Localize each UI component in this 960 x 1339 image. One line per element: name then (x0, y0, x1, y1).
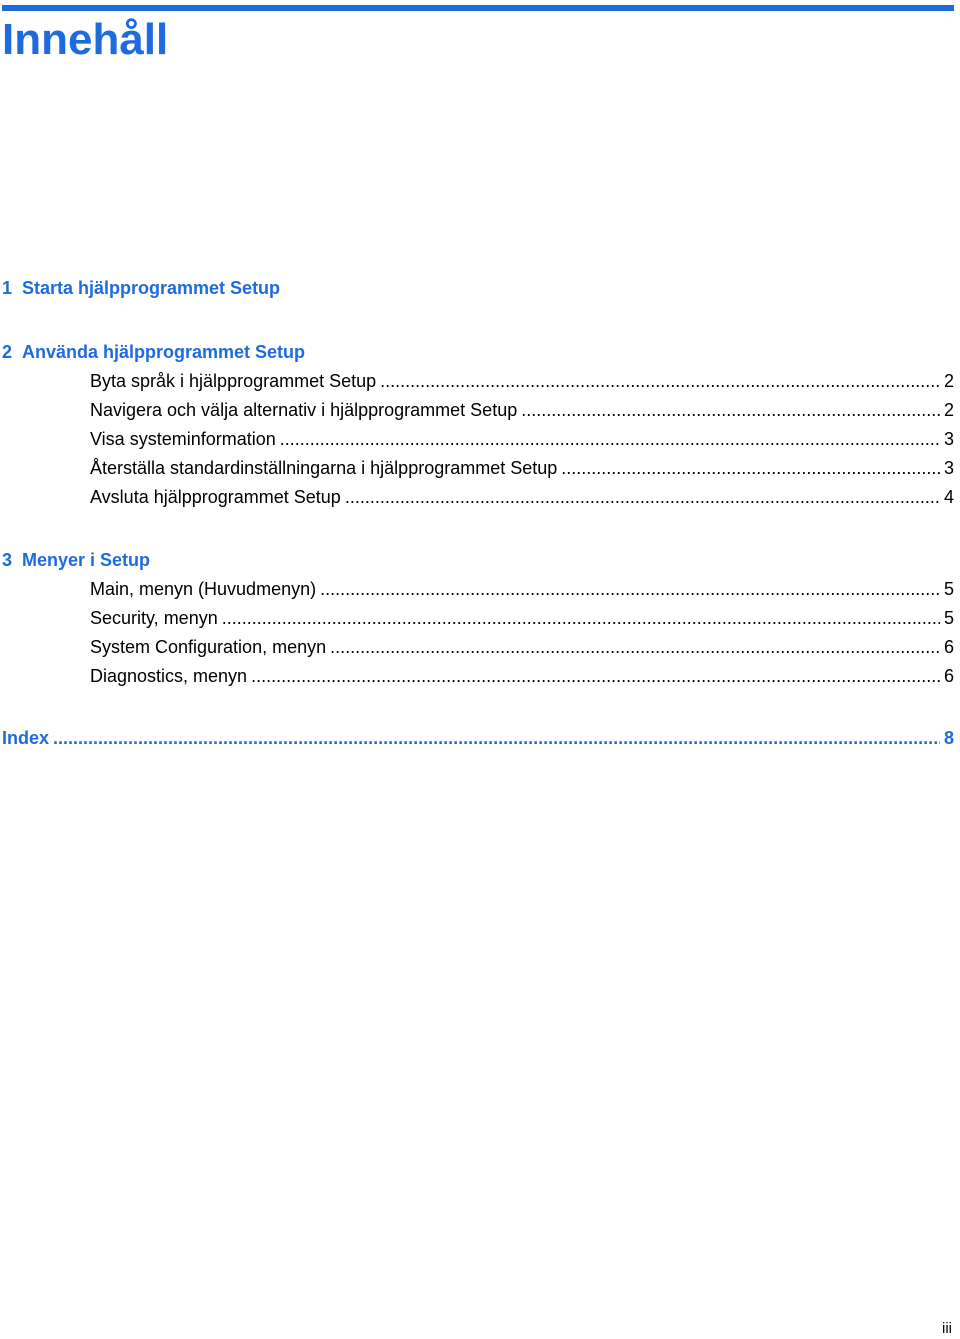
toc-entry[interactable] (90, 635, 954, 659)
toc-entry-title: Avsluta hjälpprogrammet Setup (90, 487, 341, 507)
page-number: iii (942, 1320, 952, 1337)
toc-entry-title: Byta språk i hjälpprogrammet Setup (90, 371, 377, 391)
toc-entry-title: Diagnostics, menyn (90, 666, 248, 686)
dot-leader (280, 427, 940, 451)
dot-leader (345, 485, 940, 509)
toc-entry-title: Återställa standardinställningarna i hjälpprogrammet Setup (90, 458, 558, 478)
dot-leader (53, 726, 940, 750)
toc-entry-title: Main, menyn (Huvudmenyn) (90, 579, 317, 599)
dot-leader (251, 664, 940, 688)
chapter-title: Menyer i Setup (22, 550, 151, 570)
dot-leader (521, 398, 940, 422)
dot-leader (320, 577, 940, 601)
toc-index-entry[interactable] (2, 726, 954, 750)
toc-entry-title: Navigera och välja alternativ i hjälpprogrammet Setup (90, 400, 518, 420)
toc-entry-title: System Configuration, menyn (90, 637, 327, 657)
toc-chapter-2[interactable] (2, 340, 305, 364)
index-page: 8 (943, 728, 954, 748)
toc-entry-page: 5 (943, 608, 954, 628)
toc-entry-page: 3 (943, 429, 954, 449)
toc-entry[interactable] (90, 456, 954, 480)
toc-entry-page: 6 (943, 666, 954, 686)
toc-entry[interactable] (90, 427, 954, 451)
index-title: Index (2, 728, 50, 748)
toc-entry-title: Security, menyn (90, 608, 218, 628)
toc-entry-page: 5 (943, 579, 954, 599)
page-title: Innehåll (2, 15, 169, 64)
top-rule (2, 5, 954, 11)
toc-entry-page: 6 (943, 637, 954, 657)
toc-entry-page: 2 (943, 400, 954, 420)
toc-entry[interactable] (90, 606, 954, 630)
chapter-number: 1 (2, 278, 13, 298)
toc-entry[interactable] (90, 369, 954, 393)
toc-entry-page: 2 (943, 371, 954, 391)
toc-entry-title: Visa systeminformation (90, 429, 276, 449)
toc-entry[interactable] (90, 485, 954, 509)
dot-leader (222, 606, 940, 630)
toc-entry[interactable] (90, 577, 954, 601)
toc-entry[interactable] (90, 664, 954, 688)
toc-entry-page: 3 (943, 458, 954, 478)
chapter-title: Använda hjälpprogrammet Setup (22, 342, 306, 362)
toc-entry[interactable] (90, 398, 954, 422)
toc-chapter-1[interactable] (2, 276, 280, 300)
chapter-number: 2 (2, 342, 13, 362)
dot-leader (380, 369, 940, 393)
toc-chapter-3[interactable] (2, 548, 150, 572)
chapter-title: Starta hjälpprogrammet Setup (22, 278, 281, 298)
dot-leader (561, 456, 940, 480)
chapter-number: 3 (2, 550, 13, 570)
dot-leader (330, 635, 940, 659)
toc-entry-page: 4 (943, 487, 954, 507)
